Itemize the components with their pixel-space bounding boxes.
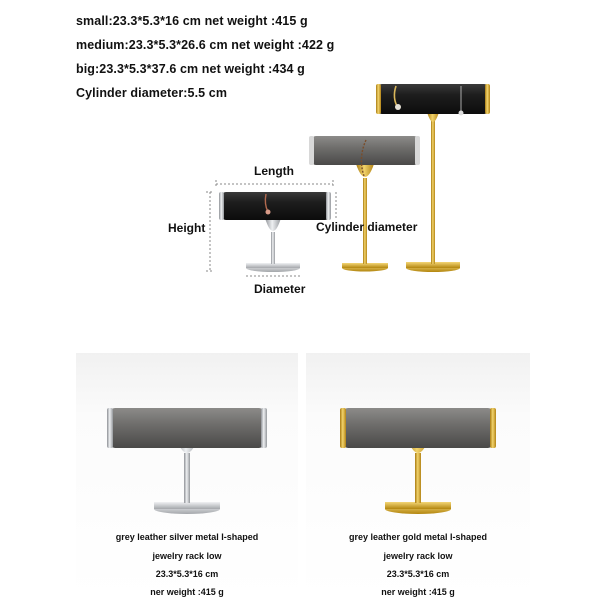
product-name-line2: jewelry rack low xyxy=(152,551,222,561)
product-size: 23.3*5.3*16 cm xyxy=(386,569,450,579)
product-name-line1: grey leather silver metal I-shaped xyxy=(115,532,259,542)
product-photo-silver xyxy=(76,353,298,523)
product-name-line1: grey leather gold metal I-shaped xyxy=(348,532,488,542)
product-card-silver xyxy=(76,353,298,600)
spec-big: big:23.3*5.3*37.6 cm net weight :434 g xyxy=(76,62,305,76)
spec-cylinder-diameter: Cylinder diameter:5.5 cm xyxy=(76,86,228,100)
product-card-gold xyxy=(306,353,530,600)
product-name-line2: jewelry rack low xyxy=(383,551,453,561)
big-rack xyxy=(376,84,490,272)
label-height: Height xyxy=(168,221,206,235)
small-rack xyxy=(219,192,331,272)
product-weight: ner weight :415 g xyxy=(150,587,224,597)
product-size: 23.3*5.3*16 cm xyxy=(155,569,219,579)
spec-small: small:23.3*5.3*16 cm net weight :415 g xyxy=(76,14,308,28)
spec-medium: medium:23.3*5.3*26.6 cm net weight :422 g xyxy=(76,38,335,52)
label-diameter: Diameter xyxy=(254,282,306,296)
product-weight: ner weight :415 g xyxy=(381,587,455,597)
label-cylinder-diameter: Cylinder diameter xyxy=(316,220,418,234)
product-photo-gold xyxy=(306,353,530,523)
label-length: Length xyxy=(254,164,294,178)
